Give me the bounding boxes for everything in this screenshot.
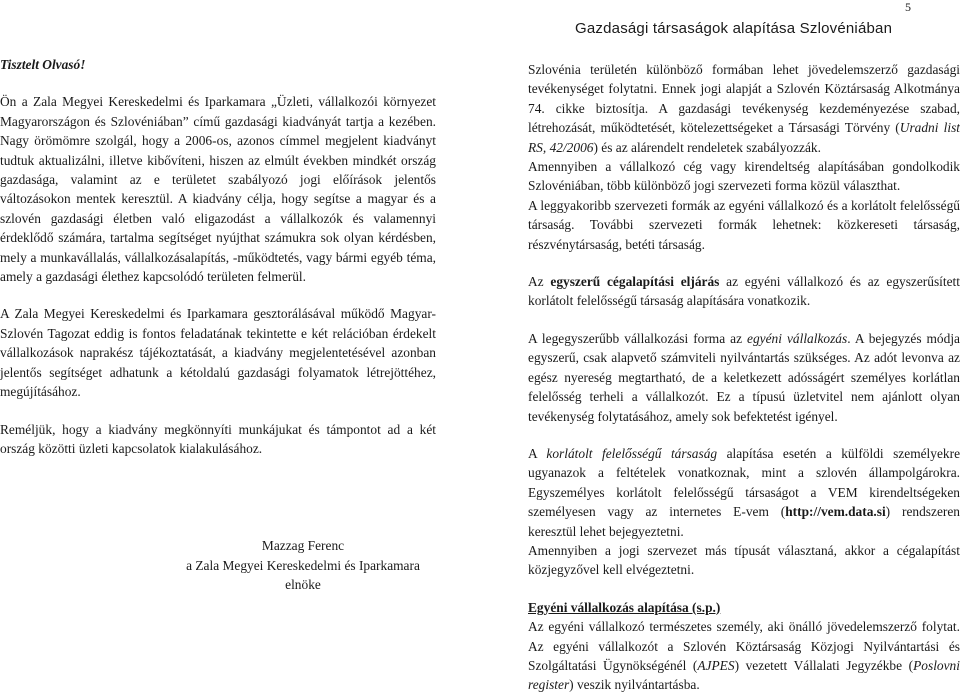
law-reference: Uradni list RS, 42/2006 bbox=[528, 120, 960, 155]
company-forms-paragraph: Amennyiben a vállalkozó cég vagy kirendeltség alapításában gondolkodik Szlovéniában, több különböző jogi szervezeti forma közül választhat. bbox=[528, 159, 960, 194]
signature-block bbox=[170, 536, 436, 594]
text-run: A legegyszerűbb vállalkozási forma az bbox=[528, 330, 748, 346]
running-header: Gazdasági társaságok alapítása Szlovéniában bbox=[575, 20, 893, 37]
text-run: Szlovénia területén különböző formában lehet jövedelemszerző gazdasági tevékenységet folytatni. Ennek jogi alapját a Szlovén Köztársaság Alkotmánya 74. cikke biztosítja. A gazdasági tevékenység kezdeményezése szabad, létrehozását, működtetését, kötelezettségeket a Társasági Törvény ( bbox=[528, 62, 960, 136]
evem-url: http://vem.data.si bbox=[785, 504, 886, 520]
signature-organization: a Zala Megyei Kereskedelmi és Iparkamara bbox=[186, 557, 420, 573]
sole-proprietor-paragraph bbox=[528, 329, 960, 426]
register-term: Poslovni register bbox=[528, 657, 960, 693]
text-run: . A bejegyzés módja egyszerű, csak alapvető számviteli nyilvántartás szükséges. Az adót levonva az egész nyereség megtartható, de a keletkezett adósságért személyes korlátlan felelősség terheli a vállalkozót. Ez a típusú üzletvitel nem ajánlott olyan tevékenység folytatásához, amely sok befektetést igényel. bbox=[528, 330, 960, 424]
text-run: Az bbox=[528, 274, 551, 290]
text-run: ) rendszeren keresztül lehet bejegyeztetni. bbox=[528, 504, 960, 539]
text-run: alapítása esetén a külföldi személyekre ugyanazok a feltételek vonatkoznak, mint a szlovén állampolgárokra. Egyszemélyes korlátolt felelősségű társaságot a VEM kirendeltségeken személyesen vagy az internetes E-vem ( bbox=[528, 445, 960, 520]
page-number: 5 bbox=[905, 0, 911, 14]
text-run: ) vezetett Vállalati Jegyzékbe ( bbox=[734, 657, 914, 673]
left-column bbox=[0, 55, 436, 595]
text-run: az egyéni vállalkozó és az egyszerűsített korlátolt felelősségű társaság alapítására vonatkozik. bbox=[528, 274, 960, 309]
chamber-paragraph: A Zala Megyei Kereskedelmi és Iparkamara gesztorálásával működő Magyar- Szlovén Tagozat eddig is fontos feladatának tekintette e két relációban érdekelt vállalkozások naprakész tájékoztatását, a kiadvány megjelentetésével azonban jelentős segítséget adhatunk a kétoldalú gazdasági folyamatok létrejöttéhez, megújításához. bbox=[0, 306, 436, 400]
legal-basis-paragraph bbox=[528, 60, 960, 157]
greeting: Tisztelt Olvasó! bbox=[0, 57, 86, 72]
section-heading: Egyéni vállalkozás alapítása (s.p.) bbox=[528, 599, 721, 615]
sole-proprietor-registration-paragraph bbox=[528, 617, 960, 695]
llc-term: korlátolt felelősségű társaság bbox=[546, 445, 718, 461]
text-run: ) és az alárendelt rendeletek szabályozzák. bbox=[593, 139, 821, 155]
simple-procedure-term: egyszerű cégalapítási eljárás bbox=[550, 274, 720, 290]
llc-paragraph bbox=[528, 444, 960, 541]
simple-procedure-paragraph bbox=[528, 272, 960, 311]
sole-proprietor-term: egyéni vállalkozás bbox=[747, 330, 848, 346]
signature-role: elnöke bbox=[285, 577, 321, 593]
signature-name: Mazzag Ferenc bbox=[261, 538, 345, 554]
closing-paragraph: Reméljük, hogy a kiadvány megkönnyíti munkájukat és támpontot ad a két ország közötti üzleti kapcsolatok kialakulásához. bbox=[0, 421, 436, 456]
intro-paragraph: Ön a Zala Megyei Kereskedelmi és Iparkamara „Üzleti, vállalkozói környezet Magyarországon és Szlovéniában” című gazdasági kiadványát tartja a kezében. Nagy örömömre szolgál, hogy a 2006-os, azonos címmel megjelent kiadványt tudtuk aktualizálni, illetve kibővíteni, hiszen az elmúlt években mindkét ország gazdasága, valamint az e területet szabályozó jogi előírások jelentős változásokon mentek keresztül. A kiadvány célja, hogy segítse a magyar és a szlovén gazdasági életben való eligazodást a vállalkozók és valamennyi érdeklődő számára, tartalma segítséget nyújthat számukra sok olyan kérdésben, mely a munkavállalás, vállalkozásalapítás, -működtetés, vagy bármi egyéb téma, amely a gazdasági élethez kapcsolódó területen felmerül. bbox=[0, 94, 436, 285]
text-run: A bbox=[528, 445, 547, 461]
common-forms-paragraph: A leggyakoribb szervezeti formák az egyéni vállalkozó és a korlátolt felelősségű társaság. További szervezeti formák lehetnek: közkereseti társaság, részvénytársaság, betéti társaság. bbox=[528, 197, 960, 252]
text-run: ) veszik nyilvántartásba. bbox=[569, 677, 700, 693]
text-run: Az egyéni vállalkozó természetes személy, aki önálló jövedelemszerző folytat. Az egyéni vállalkozót a Szlovén Köztársaság Közjogi Nyilvántartási és Szolgáltatási Ügynökségénél ( bbox=[528, 619, 960, 673]
ajpes-term: AJPES bbox=[697, 657, 735, 673]
notary-paragraph: Amennyiben a jogi szervezet más típusát választaná, akkor a cégalapítást közjegyzővel kell elvégeztetni. bbox=[528, 542, 960, 578]
right-column bbox=[528, 60, 960, 695]
